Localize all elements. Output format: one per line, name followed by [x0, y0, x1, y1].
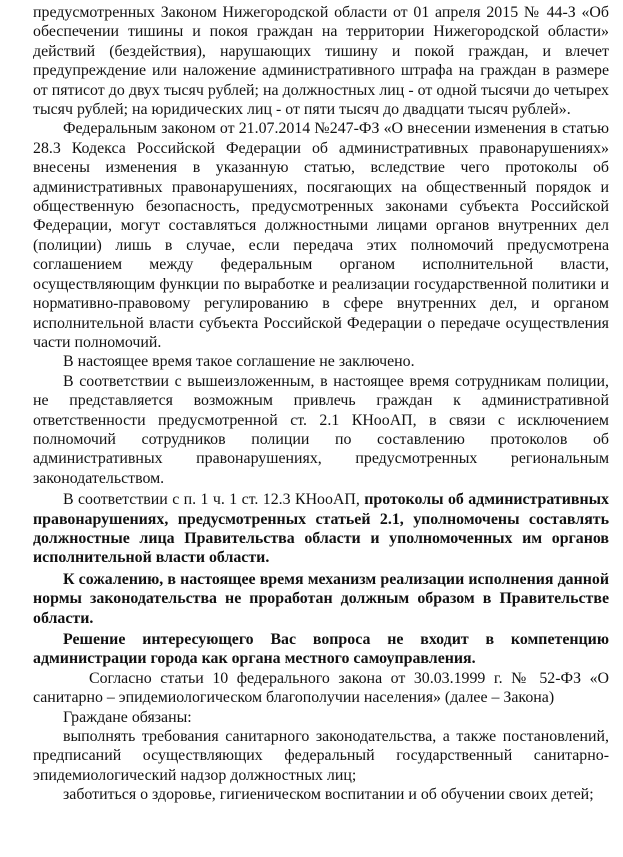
paragraph-no-agreement: В настоящее время такое соглашение не заключено.	[63, 353, 415, 371]
paragraph-regret	[33, 570, 609, 628]
not-competence-bold-text: Решение интересующего Вас вопроса не входит в компетенцию администрации города как органа местного самоуправления.	[33, 631, 609, 668]
regret-bold-text: К сожалению, в настоящее время механизм реализации исполнения данной нормы законодательства не проработан должным образом в Правительстве области.	[33, 570, 609, 627]
paragraph-comply-requirements: выполнять требования санитарного законодательства, а также постановлений, предписаний осуществляющих федеральный государственный санитарно-эпидемиологический надзор должностных лиц;	[33, 728, 609, 784]
paragraph-article-10: Согласно статьи 10 федерального закона от 30.03.1999 г. № 52-ФЗ «О санитарно – эпидемиологическом благополучии населения» (далее – Закона)	[33, 669, 609, 707]
article-12-3-intro: В соответствии с п. 1 ч. 1 ст. 12.3 КНооАП,	[63, 491, 365, 509]
paragraph-citizens-obliged: Граждане обязаны:	[63, 708, 192, 726]
paragraph-police-cannot: В соответствии с вышеизложенным, в настоящее время сотрудникам полиции, не представляется возможным привлечь граждан к административной ответственности предусмотренной ст. 2.1 КНооАП, в связи с исключением полномочий сотрудников полиции по составлению протоколов об административных правонарушениях, предусмотренных региональным законодательством.	[33, 372, 609, 487]
paragraph-federal-law-247: Федеральным законом от 21.07.2014 №247-ФЗ «О внесении изменения в статью 28.3 Кодекса Российской Федерации об административных правонарушениях» внесены изменения в указанную статью, вследствие чего протоколы об административных правонарушениях, посягающих на общественный порядок и общественную безопасность, предусмотренных законами субъекта Российской Федерации, могут составляться должностными лицами органов внутренних дел (полиции) лишь в случае, если передача этих полномочий предусмотрена соглашением между федеральным органом исполнительной власти, осуществляющим функции по выработке и реализации государственной политики и нормативно-правовому регулированию в сфере внутренних дел, и органом исполнительной власти субъекта Российской Федерации о передаче осуществления части полномочий.	[33, 120, 609, 351]
paragraph-article-12-3	[33, 490, 609, 568]
paragraph-noise-law-penalties: предусмотренных Законом Нижегородской области от 01 апреля 2015 № 44-З «Об обеспечении тишины и покоя граждан на территории Нижегородской области» действий (бездействия), нарушающих тишину и покой граждан, и влечет предупреждение или наложение административного штрафа на граждан в размере от пятисот до двух тысяч рублей; на должностных лиц - от одной тысячи до четырех тысяч рублей; на юридических лиц - от пяти тысяч до двадцати тысяч рублей».	[33, 4, 609, 119]
article-12-3-bold: протоколы об административных правонарушениях, предусмотренных статьей 2.1, уполномочены составлять должностные лица Правительства области и уполномоченных им органов исполнительной власти области.	[33, 491, 609, 567]
paragraph-care-children: заботиться о здоровье, гигиеническом воспитании и об обучении своих детей;	[63, 786, 594, 804]
paragraph-not-competence	[33, 630, 609, 669]
